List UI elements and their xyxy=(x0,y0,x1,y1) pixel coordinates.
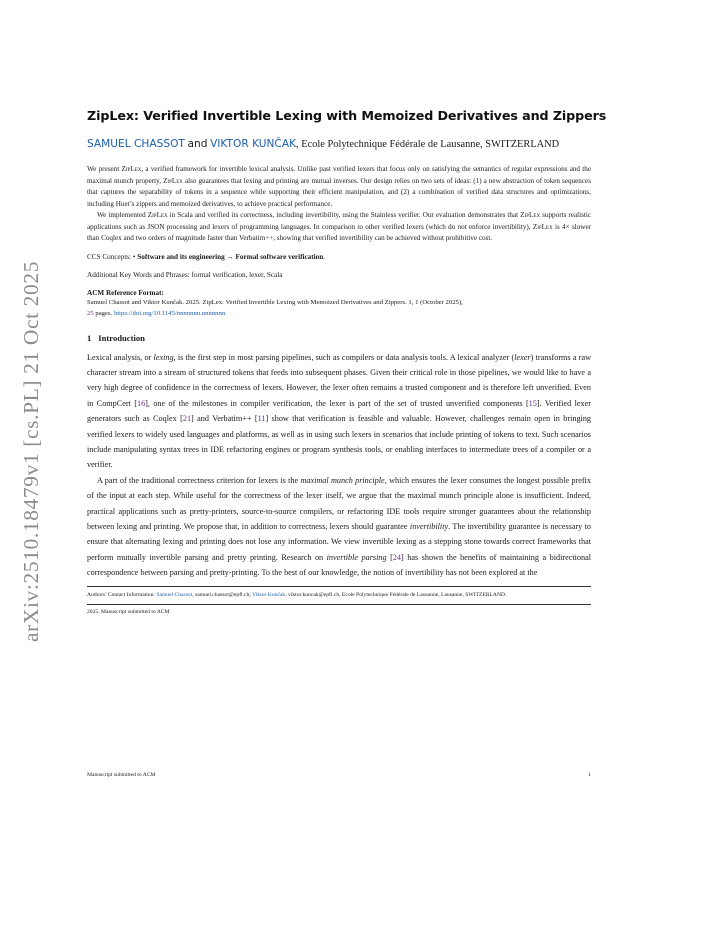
footer-venue: Manuscript submitted to ACM xyxy=(87,772,156,778)
abstract-paragraph-2 xyxy=(87,210,591,245)
text: pages. xyxy=(93,309,114,317)
ccs-label: CCS Concepts: • xyxy=(87,252,138,261)
text: supports realistic applications such as JSON processing and lexers of programming languages. In comparison to other verified lexers (which do not enforce invertibility), xyxy=(87,211,592,231)
emphasis: invertible parsing xyxy=(326,552,387,562)
section-title: Introduction xyxy=(98,332,145,343)
paper-page xyxy=(87,108,607,616)
intro-paragraph-2 xyxy=(87,473,591,581)
text: ], one of the milestones in compiler verification, the lexer is part of the set of trusted unverified components [ xyxy=(145,398,529,408)
system-name: ZipLex xyxy=(147,211,168,219)
system-name: ZipLex xyxy=(520,211,541,219)
author-link-kuncak[interactable]: VIKTOR KUNČAK xyxy=(210,138,297,150)
arxiv-id: arXiv:2510.18479v1 [cs.PL] 21 Oct 2025 xyxy=(19,260,44,642)
text: is 4× slower than Coqlex and two orders of magnitude faster than Verbatim++, showing that verified invertibility can be achieved without prohibitive cost. xyxy=(87,222,591,242)
intro-paragraph-1 xyxy=(87,350,591,473)
text: We implemented xyxy=(97,211,148,219)
affiliation: , Ecole Polytechnique Fédérale de Lausanne, SWITZERLAND xyxy=(296,139,560,150)
abstract-paragraph-1 xyxy=(87,164,591,210)
text: . The invertibility guarantee is necessary to ensure that alternating lexing and printing does not lose any information. We view invertible lexing as a stepping stone towards correct frameworks that perform mutually invertible parsing and pretty printing. Research on xyxy=(87,521,591,562)
doi-link[interactable]: https://doi.org/10.1145/nnnnnnn.nnnnnnn xyxy=(113,309,226,317)
section-heading-introduction xyxy=(87,333,591,343)
system-name: ZipLex xyxy=(121,165,142,173)
emphasis: lexer xyxy=(514,352,531,362)
text: ] has shown the benefits of maintaining a bidirectional correspondence between parsing and pretty-printing. To the best of our knowledge, the notion of invertibility has not been explored at the xyxy=(87,552,591,578)
emphasis: lexing xyxy=(153,352,174,362)
abstract xyxy=(87,164,591,245)
author-conjunction: and xyxy=(187,138,208,150)
keywords: Additional Key Words and Phrases: formal verification, lexer, Scala xyxy=(87,270,283,279)
text: also guarantees that lexing and printing are mutual inverses. Our design relies on two sets of ideas: (1) a new abstraction of token sequences that captures the separability of tokens in a sequence while supporting their efficient manipulation, and (2) a combination of verified data structures and optimizations, including Huet’s zippers and memoized derivatives, to achieve practical performance. xyxy=(87,176,591,208)
acm-reference-label: ACM Reference Format: xyxy=(87,288,164,297)
text: . xyxy=(323,252,326,261)
author-link-kuncak-footnote[interactable]: Viktor Kunčak xyxy=(252,591,286,598)
author-link-chassot[interactable]: SAMUEL CHASSOT xyxy=(87,138,185,150)
text: Lexical analysis, or xyxy=(87,352,154,362)
author-link-chassot-footnote[interactable]: Samuel Chassot xyxy=(156,591,193,598)
text: We present xyxy=(87,165,122,173)
emphasis: maximal munch principle xyxy=(300,475,385,485)
text: , a verified framework for invertible lexical analysis. Unlike past verified lexers that focus only on satisfying the semantics of regular expressions and the maximal munch property, xyxy=(87,165,592,185)
text: , is the first step in most parsing pipelines, such as compilers or data analysis tools. A lexical analyzer ( xyxy=(173,352,515,362)
reference-text: Samuel Chassot and Viktor Kunčak. 2025. ZipLex: Verified Invertible Lexing with Memoized Derivatives and Zippers. 1, 1 (October 2025), xyxy=(87,298,463,306)
system-name: ZipLex xyxy=(532,222,553,231)
author-contact-footnote xyxy=(87,586,591,600)
system-name: ZipLex xyxy=(163,176,183,185)
ccs-concepts xyxy=(87,252,591,263)
citation-link-24[interactable]: 24 xyxy=(392,552,402,562)
emphasis: invertibility xyxy=(409,521,449,531)
page-number: 1 xyxy=(588,772,591,778)
email-text: , samuel.chassot@epfl.ch; xyxy=(192,591,253,598)
text: ]. Verified lexer generators such as Coqlex [ xyxy=(87,398,591,424)
citation-link-11[interactable]: 11 xyxy=(257,414,266,424)
email-text: , viktor.kuncak@epfl.ch, Ecole Polytechnique Fédérale de Lausanne, Lausanne, SWITZERLAND. xyxy=(285,591,507,598)
section-number: 1 xyxy=(87,332,92,343)
footnote-label: Authors’ Contact Information: xyxy=(87,591,157,598)
ccs-term: Software and its engineering → Formal software verification xyxy=(137,252,324,261)
text: A part of the traditional correctness criterion for lexers is the xyxy=(97,475,301,485)
paper-title: ZipLex: Verified Invertible Lexing with Memoized Derivatives and Zippers xyxy=(87,108,607,123)
pages-link[interactable]: 25 xyxy=(87,309,94,317)
text: , which ensures the lexer consumes the longest possible prefix of the input at each step. While useful for the correctness of the lexer itself, we argue that the maximal munch principle alone is insufficient. Indeed, practical applications such as pretty-printers, source-to-source compilers, or refactoring IDE tools require stronger guarantees about the relationship between lexing and printing. We propose that, in addition to correctness, lexers should guarantee xyxy=(87,475,591,531)
text: ] and Verbatim++ [ xyxy=(191,414,258,424)
acm-reference xyxy=(87,297,591,319)
introduction-body xyxy=(87,350,591,581)
author-line xyxy=(87,138,591,150)
citation-link-21[interactable]: 21 xyxy=(182,414,192,424)
arxiv-watermark xyxy=(16,262,48,640)
citation-link-16[interactable]: 16 xyxy=(136,398,146,408)
text: in Scala and verified its correctness, including invertibility, using the Stainless verifier. Our evaluation demonstrates that xyxy=(167,211,521,219)
submission-note: 2025. Manuscript submitted to ACM xyxy=(87,604,591,615)
citation-link-15[interactable]: 15 xyxy=(528,398,537,408)
text: ) transforms a raw character stream into a stream of structured tokens that feeds into subsequent phases. Given their critical role in those pipelines, we would like to have a very high degree of confidence in the correctness of lexers. However, the lexer often remains a trusted component and is therefore left unverified. Even in CompCert [ xyxy=(87,352,592,408)
text: ] show that verification is feasible and valuable. However, challenges remain open in bringing verified lexers to widely used languages and platforms, as well as in using such lexers in scenarios that include printing of tokens to text. Such scenarios include manipulating syntax trees in IDE refactoring engines or program synthesis tools, or enabling interfaces to intermediate trees of a compiler or a verifier. xyxy=(87,414,592,470)
text: [ xyxy=(386,552,393,562)
page-footer xyxy=(87,772,591,778)
